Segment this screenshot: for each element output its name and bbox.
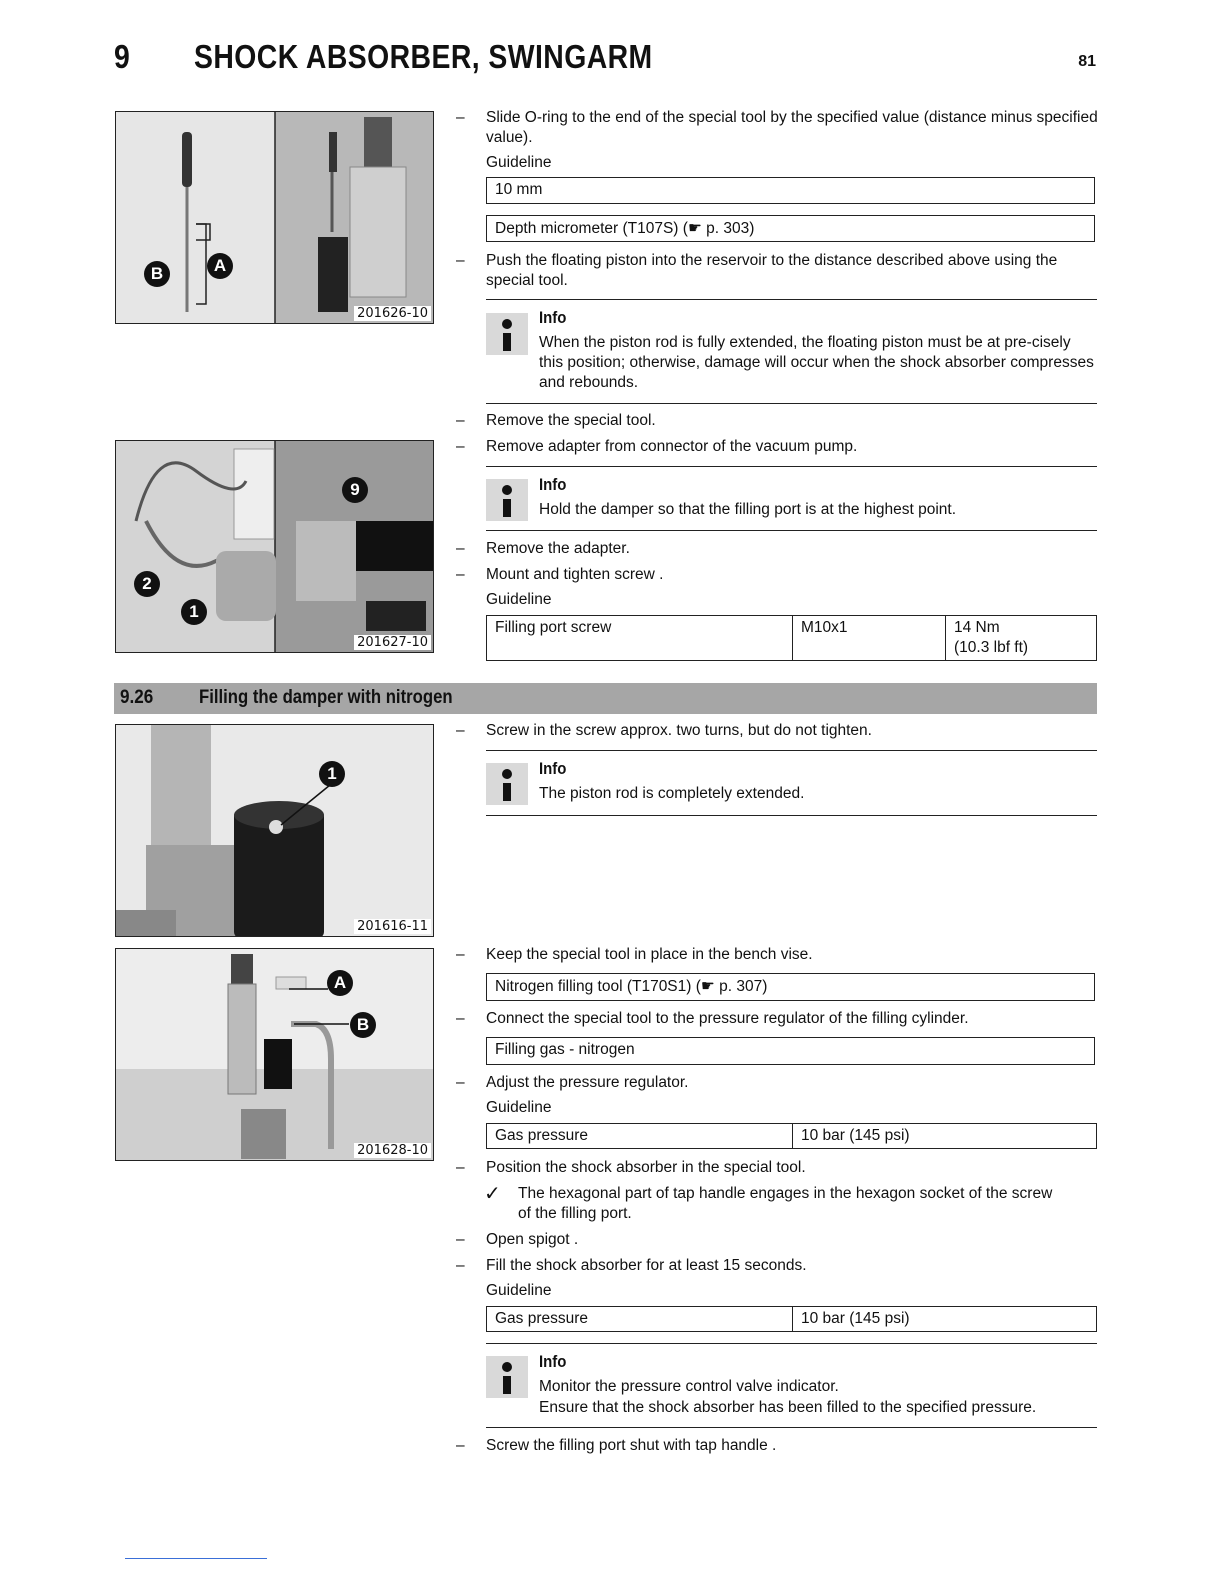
figure-drawing: [116, 725, 434, 937]
table-row: [487, 616, 1097, 661]
info-icon: [486, 763, 528, 805]
table-row: [487, 1307, 1097, 1332]
table-row: [487, 1124, 1097, 1149]
chapter-number: 9: [114, 38, 130, 75]
spec-box-distance: 10 mm: [486, 177, 1095, 204]
step-text: Remove adapter from connector of the vacuum pump.: [486, 438, 858, 455]
figure-caption: 201627-10: [354, 635, 431, 650]
step-text: Screw in the screw approx. two turns, but do not tighten.: [486, 722, 872, 739]
spec-box-gas: Filling gas - nitrogen: [486, 1037, 1095, 1065]
marker-a: A: [207, 253, 233, 279]
step-remove-adapter: – Remove adapter from connector of the vacuum pump.: [456, 437, 1098, 457]
step-text: Open spigot .: [486, 1231, 579, 1248]
section-number: 9.26: [120, 687, 154, 708]
spec-box-tool: Nitrogen filling tool (T170S1) (☛ p. 307): [486, 973, 1095, 1001]
info-box: [486, 466, 1097, 531]
figure-caption: 201628-10: [354, 1143, 431, 1158]
info-body: Hold the damper so that the filling port is at the highest point.: [539, 501, 957, 518]
step-text: Remove the special tool.: [486, 412, 656, 429]
info-icon: [486, 313, 528, 355]
figure-201626: [115, 111, 434, 324]
marker-b: B: [144, 261, 170, 287]
page-number: 81: [1078, 53, 1096, 70]
info-icon: [486, 1356, 528, 1398]
table-cell: Filling port screw: [487, 616, 793, 661]
info-box: [486, 299, 1097, 404]
figure-drawing: [116, 112, 434, 324]
step-connect-tool: – Connect the special tool to the pressure regulator of the filling cylinder.: [456, 1009, 1098, 1029]
check-text: The hexagonal part of tap handle engages in the hexagon socket of the screw of the filling port.: [518, 1185, 1053, 1222]
table-cell: 10 bar (145 psi): [793, 1307, 1097, 1332]
step-remove-tool: – Remove the special tool.: [456, 411, 1098, 431]
step-text: Position the shock absorber in the special tool.: [486, 1159, 806, 1176]
info-box: [486, 750, 1097, 816]
checkmark-icon: ✓: [484, 1183, 501, 1205]
check-result: [484, 1184, 1096, 1224]
table-cell: 10 bar (145 psi): [793, 1124, 1097, 1149]
figure-caption: 201626-10: [354, 306, 431, 321]
step-open-spigot: – Open spigot .: [456, 1230, 1098, 1250]
figure-201628: [115, 948, 434, 1161]
figure-drawing: [116, 441, 434, 653]
info-body: When the piston rod is fully extended, the floating piston must be at pre-cisely this position; otherwise, damage will occur when the shock absorber compresses and rebounds.: [539, 334, 1094, 391]
marker-a: A: [327, 970, 353, 996]
step-adjust-regulator: – Adjust the pressure regulator.: [456, 1073, 1098, 1093]
table-cell: M10x1: [793, 616, 946, 661]
figure-201627: [115, 440, 434, 653]
guideline-label: Guideline: [486, 591, 552, 608]
step-text: Connect the special tool to the pressure regulator of the filling cylinder.: [486, 1010, 969, 1027]
info-title: Info: [539, 759, 567, 778]
torque-table: [486, 615, 1097, 661]
spec-box-tool: Depth micrometer (T107S) (☛ p. 303): [486, 215, 1095, 242]
marker-2: 2: [134, 571, 160, 597]
step-fill-shock: – Fill the shock absorber for at least 15 seconds.: [456, 1256, 1098, 1276]
step-screw-in: – Screw in the screw approx. two turns, but do not tighten.: [456, 721, 1098, 741]
step-text: Screw the filling port shut with tap handle .: [486, 1437, 777, 1454]
marker-9: 9: [342, 477, 368, 503]
figure-201616: [115, 724, 434, 937]
info-box: [486, 1343, 1097, 1428]
step-text: Fill the shock absorber for at least 15 seconds.: [486, 1257, 807, 1274]
step-remove-adapter-2: – Remove the adapter.: [456, 539, 1098, 559]
step-mount-screw: – Mount and tighten screw .: [456, 565, 1098, 585]
step-screw-shut: – Screw the filling port shut with tap handle .: [456, 1436, 1098, 1456]
chapter-title: SHOCK ABSORBER, SWINGARM: [194, 38, 653, 75]
figure-drawing: [116, 949, 434, 1161]
guideline-label: Guideline: [486, 1099, 552, 1116]
step-text: Push the floating piston into the reservoir to the distance described above using the special tool.: [486, 252, 1058, 289]
step-text: Slide O-ring to the end of the special tool by the specified value (distance minus specified value).: [486, 109, 1098, 146]
info-icon: [486, 479, 528, 521]
guideline-label: Guideline: [486, 1282, 552, 1299]
step-keep-tool: – Keep the special tool in place in the bench vise.: [456, 945, 1098, 965]
info-body-line: Monitor the pressure control valve indicator.: [539, 1378, 839, 1395]
marker-1: 1: [181, 599, 207, 625]
table-cell: 14 Nm (10.3 lbf ft): [946, 616, 1097, 661]
info-title: Info: [539, 475, 567, 494]
info-body-line: Ensure that the shock absorber has been filled to the specified pressure.: [539, 1399, 1037, 1416]
info-title: Info: [539, 308, 567, 327]
table-cell: Gas pressure: [487, 1307, 793, 1332]
pressure-table-2: [486, 1306, 1097, 1332]
step-position-shock: – Position the shock absorber in the special tool.: [456, 1158, 1098, 1178]
section-heading: [114, 683, 1097, 714]
step-text: Keep the special tool in place in the bench vise.: [486, 946, 813, 963]
step-slide-oring: – Slide O-ring to the end of the special tool by the specified value (distance minus specified value).: [456, 109, 1098, 146]
step-push-piston: – Push the floating piston into the reservoir to the distance described above using the special tool.: [456, 251, 1098, 291]
step-text: Mount and tighten screw .: [486, 566, 664, 583]
step-text: Remove the adapter.: [486, 540, 630, 557]
marker-b: B: [350, 1012, 376, 1038]
step-text: Adjust the pressure regulator.: [486, 1074, 689, 1091]
figure-caption: 201616-11: [354, 919, 431, 934]
marker-1: 1: [319, 761, 345, 787]
section-title: Filling the damper with nitrogen: [199, 687, 453, 708]
pressure-table: [486, 1123, 1097, 1149]
footer-rule: [125, 1558, 267, 1559]
guideline-label: Guideline: [486, 154, 552, 171]
info-body: The piston rod is completely extended.: [539, 785, 805, 802]
table-cell: Gas pressure: [487, 1124, 793, 1149]
info-title: Info: [539, 1352, 567, 1371]
